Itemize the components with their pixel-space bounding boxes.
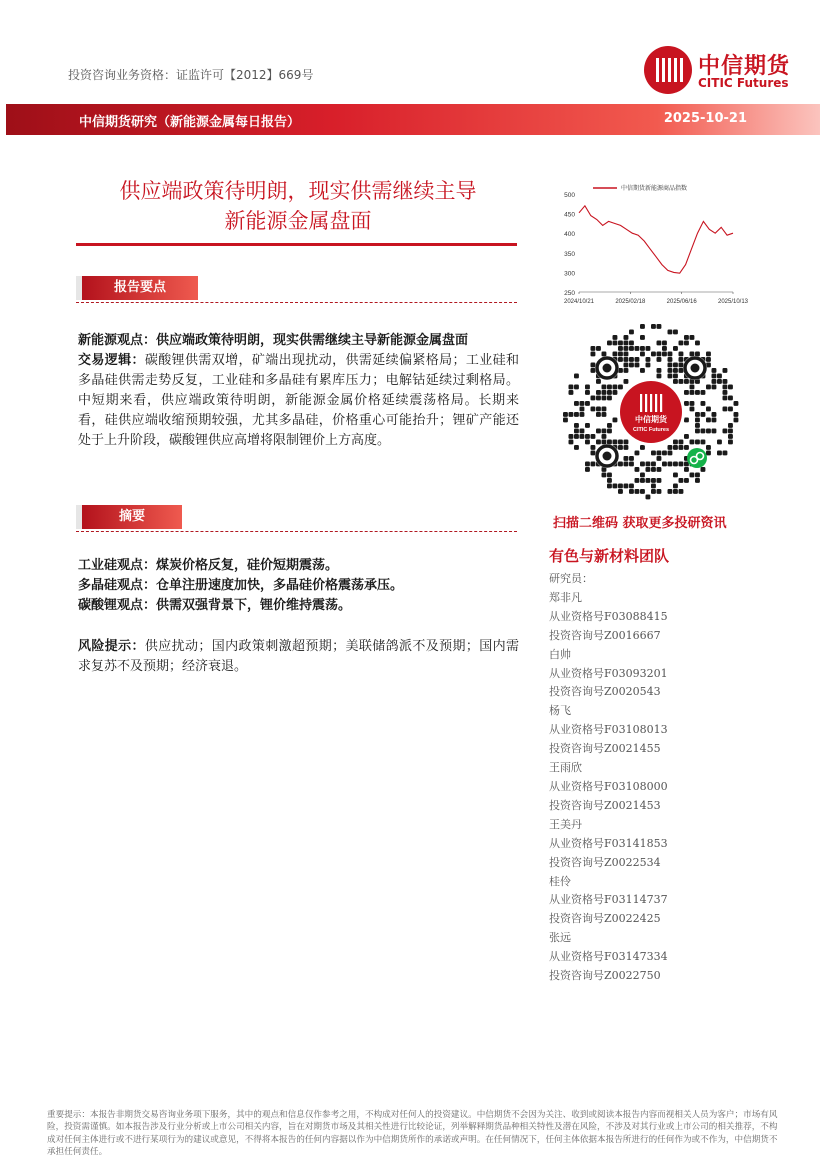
disclaimer: 重要提示：本报告非期货交易咨询业务项下服务，其中的观点和信息仅作参考之用，不构成对任何人的投资建议。中信期货不会因为关注、收到或阅读本报告内容而视相关人员为客户；市场有风险，投资需谨慎。如本报告涉及行业分析或上市公司相关内容，旨在对期货市场及其相关性进行比较论证，列举解释期货品种相关特性及潜在风险，不涉及对其行业或上市公司的相关推荐，不构成对任何主体进行或不进行某项行为的建议或意见，不得将本报告的任何内容据以作为中信期货所作的承诺或声明。在任何情况下，任何主体依据本报告所进行的任何作为或不作为，中信期货不承担任何责任。	[47, 1110, 778, 1158]
view-label: 新能源观点：	[78, 333, 157, 348]
report-banner	[6, 104, 820, 135]
member-name: 张远	[549, 931, 571, 945]
svg-text:中信期货: 中信期货	[635, 415, 667, 424]
x-tick-label: 2025/02/18	[615, 299, 646, 305]
member-consult: 投资咨询号Z0021455	[549, 742, 661, 756]
risk-warning	[78, 637, 519, 677]
svg-text:CITIC Futures: CITIC Futures	[632, 427, 670, 433]
key-points-header	[76, 276, 517, 300]
summary-item: 碳酸锂观点：供需双强背景下，锂价维持震荡。	[78, 598, 352, 613]
member-qual: 从业资格号F03141853	[549, 836, 668, 850]
title-divider	[76, 243, 517, 246]
summary-item: 工业硅观点：煤炭价格反复，硅价短期震荡。	[78, 558, 339, 573]
y-tick-label: 350	[564, 250, 575, 258]
y-tick-label: 450	[564, 211, 575, 219]
member-name: 王美丹	[549, 817, 582, 831]
report-title-line1: 供应端政策待明朗，现实供需继续主导	[119, 179, 477, 203]
member-name: 杨飞	[549, 704, 571, 718]
summary-header	[76, 505, 517, 529]
logo-en-name: CITIC Futures	[698, 76, 789, 90]
member-name: 桂伶	[549, 874, 571, 888]
member-qual: 从业资格号F03108013	[549, 723, 668, 737]
qr-caption: 扫描二维码 获取更多投研资讯	[553, 516, 727, 531]
x-tick-label: 2025/10/13	[717, 299, 749, 305]
summary-tag: 摘要	[82, 505, 182, 529]
view-line	[78, 331, 519, 351]
risk-label: 风险提示：	[78, 639, 145, 654]
member-qual: 从业资格号F03147334	[549, 950, 668, 964]
license-text: 投资咨询业务资格：证监许可【2012】669号	[68, 68, 314, 82]
member-name: 白帅	[549, 647, 571, 661]
view-text: 供应端政策待明朗，现实供需继续主导新能源金属盘面	[156, 333, 469, 348]
researchers-label: 研究员：	[549, 572, 593, 585]
report-date: 2025-10-21	[663, 111, 747, 126]
citic-futures-logo	[644, 46, 804, 96]
team-list	[549, 570, 668, 986]
report-title-line2: 新能源金属盘面	[224, 209, 372, 233]
key-points-tag: 报告要点	[82, 276, 198, 300]
summary-item: 多晶硅观点：仓单注册速度加快，多晶硅价格震荡承压。	[78, 578, 404, 593]
member-qual: 从业资格号F03088415	[549, 609, 668, 623]
logic-label: 交易逻辑：	[78, 353, 145, 368]
y-tick-label: 300	[564, 270, 575, 278]
member-qual: 从业资格号F03108000	[549, 779, 668, 793]
citic-logo-icon	[644, 46, 692, 94]
member-qual: 从业资格号F03114737	[549, 893, 668, 907]
member-name: 王雨欣	[549, 761, 582, 775]
team-title: 有色与新材料团队	[549, 547, 670, 565]
member-name: 郑非凡	[549, 590, 582, 604]
member-consult: 投资咨询号Z0022534	[549, 855, 661, 869]
member-consult: 投资咨询号Z0016667	[549, 628, 661, 642]
y-tick-label: 250	[564, 290, 575, 297]
member-consult: 投资咨询号Z0020543	[549, 685, 661, 699]
member-qual: 从业资格号F03093201	[549, 666, 668, 680]
x-tick-label: 2025/06/16	[666, 299, 697, 305]
risk-text: 供应扰动；国内政策刺激超预期；美联储鸽派不及预期；国内需求复苏不及预期；经济衰退。	[78, 639, 519, 674]
x-tick-label: 2024/10/21	[563, 299, 595, 305]
summary-body	[78, 556, 519, 616]
member-consult: 投资咨询号Z0022750	[549, 969, 661, 983]
series-line	[579, 206, 733, 273]
member-consult: 投资咨询号Z0022425	[549, 912, 661, 926]
banner-title: 中信期货研究（新能源金属每日报告）	[79, 115, 301, 130]
y-tick-label: 400	[564, 231, 575, 239]
member-consult: 投资咨询号Z0021453	[549, 798, 661, 812]
logic-para	[78, 351, 519, 451]
report-title	[76, 176, 520, 236]
qr-code[interactable]	[563, 324, 739, 500]
index-line-chart	[551, 180, 751, 312]
legend-label: 中信期货新能源商品指数	[621, 185, 688, 192]
y-tick-label: 500	[564, 192, 575, 199]
logic-text: 碳酸锂供需双增，矿端出现扰动，供需延续偏紧格局；工业硅和多晶硅供需走势反复，工业硅和多晶硅有累库压力；电解钴延续过剩格局。中短期来看，供应端政策待明朗，新能源金属价格延续震荡格局。长期来看，硅供应端收缩预期较强，尤其多晶硅，价格重心可能抬升；锂矿产能还处于上升阶段，碳酸锂供应高增将限制锂价上方高度。	[78, 353, 519, 448]
logo-cn-name: 中信期货	[698, 54, 791, 79]
key-points-body	[78, 331, 519, 451]
